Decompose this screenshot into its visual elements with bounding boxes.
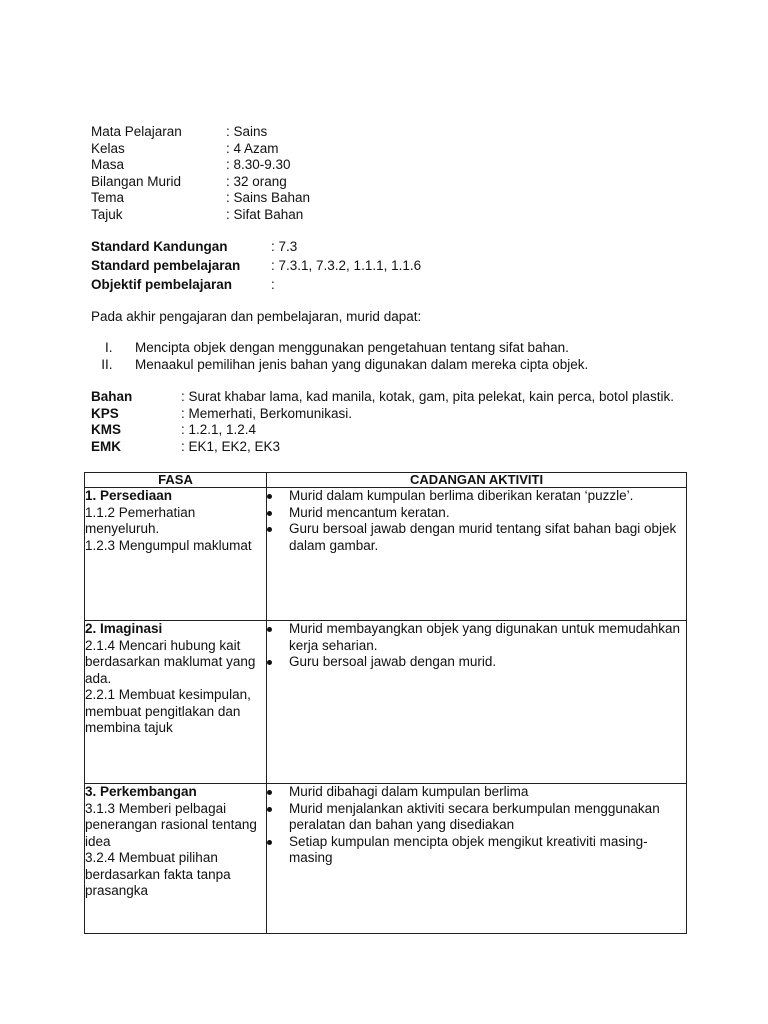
table-header-row xyxy=(85,473,687,488)
standard-value: : xyxy=(271,277,275,292)
phase-title: 2. Imaginasi xyxy=(85,621,163,636)
list-item: Murid membayangkan objek yang digunakan untuk memudahkan kerja seharian. xyxy=(267,621,686,654)
resource-kms xyxy=(91,422,691,439)
phase-title: 1. Persediaan xyxy=(85,488,173,503)
activity-cell xyxy=(267,621,687,784)
info-row-students xyxy=(91,174,310,191)
list-item: Murid menjalankan aktiviti secara berkumpulan menggunakan peralatan dan bahan yang disediakan xyxy=(267,801,686,834)
column-header-activity: CADANGAN AKTIVITI xyxy=(267,473,687,488)
resource-label: KMS xyxy=(91,422,121,437)
list-item: Murid mencantum keratan. xyxy=(267,505,686,522)
resource-value: : Memerhati, Berkomunikasi. xyxy=(181,405,353,421)
list-item: Guru bersoal jawab dengan murid tentang sifat bahan bagi objek dalam gambar. xyxy=(267,521,686,554)
table-row xyxy=(85,621,687,784)
list-item: Guru bersoal jawab dengan murid. xyxy=(267,654,686,671)
standards xyxy=(91,237,421,294)
objective-text: Menaakul pemilihan jenis bahan yang digunakan dalam mereka cipta objek. xyxy=(135,357,589,372)
phase-skill: 2.1.4 Mencari hubung kait berdasarkan maklumat yang ada. xyxy=(85,637,256,686)
standard-label: Standard pembelajaran xyxy=(91,258,241,273)
info-value: : Sains Bahan xyxy=(226,190,311,205)
standard-value: : 7.3.1, 7.3.2, 1.1.1, 1.1.6 xyxy=(271,258,422,273)
objective-list xyxy=(91,339,588,373)
info-value: : 4 Azam xyxy=(226,140,279,156)
table-row xyxy=(85,784,687,934)
info-value: : 32 orang xyxy=(226,173,287,189)
info-label: Mata Pelajaran xyxy=(91,124,182,139)
objective-text: Mencipta objek dengan menggunakan pengetahuan tentang sifat bahan. xyxy=(135,340,569,355)
info-value: : Sains xyxy=(226,124,268,139)
list-item: Murid dalam kumpulan berlima diberikan keratan ‘puzzle’. xyxy=(267,488,686,505)
activity-cell xyxy=(267,488,687,621)
phase-skill: 1.2.3 Mengumpul maklumat xyxy=(85,537,252,553)
resources xyxy=(91,389,691,455)
standard-content xyxy=(91,237,421,256)
objective-intro: Pada akhir pengajaran dan pembelajaran, murid dapat: xyxy=(91,309,422,324)
info-label: Bilangan Murid xyxy=(91,173,182,189)
info-value: : 8.30-9.30 xyxy=(226,157,291,172)
standard-learning xyxy=(91,256,421,275)
activity-table xyxy=(84,472,687,934)
resource-kps xyxy=(91,406,691,423)
phase-title: 3. Perkembangan xyxy=(85,784,197,799)
phase-cell xyxy=(85,784,267,934)
resource-emk xyxy=(91,439,691,456)
phase-skill: 2.2.1 Membuat kesimpulan, membuat pengitlakan dan membina tajuk xyxy=(85,687,251,735)
phase-skill: 1.1.2 Pemerhatian menyeluruh. xyxy=(85,504,196,536)
resource-value: : EK1, EK2, EK3 xyxy=(181,438,281,454)
list-item xyxy=(91,339,588,356)
standard-label: Standard Kandungan xyxy=(91,239,228,254)
column-header-phase: FASA xyxy=(85,473,267,488)
info-label: Tema xyxy=(91,190,125,205)
list-item xyxy=(91,356,588,373)
phase-skill: 3.2.4 Membuat pilihan berdasarkan fakta tanpa prasangka xyxy=(85,850,231,898)
standard-value: : 7.3 xyxy=(271,239,298,254)
phase-cell xyxy=(85,488,267,621)
standard-label: Objektif pembelajaran xyxy=(91,277,233,292)
phase-cell xyxy=(85,621,267,784)
info-label: Tajuk xyxy=(91,206,123,222)
list-item: Setiap kumpulan mencipta objek mengikut kreativiti masing-masing xyxy=(267,834,686,867)
info-row-topic xyxy=(91,207,310,224)
table-row xyxy=(85,488,687,621)
phase-skill: 3.1.3 Memberi pelbagai penerangan rasional tentang idea xyxy=(85,800,257,849)
objective-number: I. xyxy=(104,340,113,355)
info-row-time xyxy=(91,157,310,174)
resource-label: Bahan xyxy=(91,389,133,404)
info-label: Masa xyxy=(91,157,125,172)
resource-materials xyxy=(91,389,691,406)
activity-cell xyxy=(267,784,687,934)
resource-label: EMK xyxy=(91,438,121,454)
learning-objective xyxy=(91,275,421,294)
info-label: Kelas xyxy=(91,140,125,156)
info-value: : Sifat Bahan xyxy=(226,206,304,222)
lesson-info xyxy=(91,124,310,223)
list-item: Murid dibahagi dalam kumpulan berlima xyxy=(267,784,686,801)
resource-label: KPS xyxy=(91,405,119,421)
info-row-theme xyxy=(91,190,310,207)
info-row-class xyxy=(91,141,310,158)
resource-value: : Surat khabar lama, kad manila, kotak, gam, pita pelekat, kain perca, botol plastik. xyxy=(181,389,675,404)
info-row-subject xyxy=(91,124,310,141)
resource-value: : 1.2.1, 1.2.4 xyxy=(181,422,257,437)
objective-number: II. xyxy=(101,357,113,372)
